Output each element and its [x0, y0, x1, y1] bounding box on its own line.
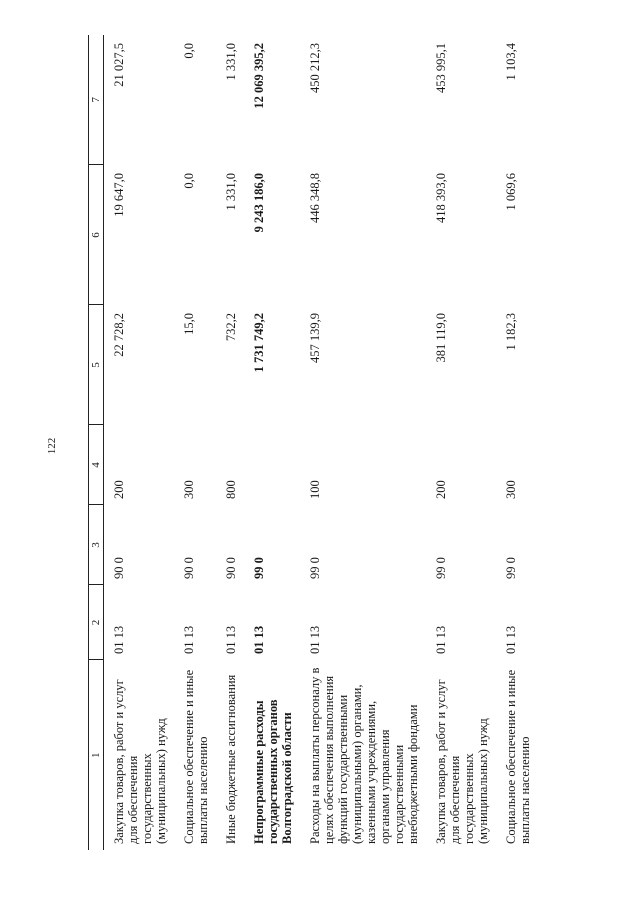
row-name: Расходы на выплаты персоналу в целях обеспечения выполнения функций государственными (муниципальными) органами, казенными учреждениями, органами управления государственными внебюджетными фондами — [308, 667, 420, 844]
row-program: 99 0 — [308, 557, 322, 579]
row-value-6: 9 243 186,0 — [252, 173, 266, 233]
row-value-7: 450 212,3 — [308, 43, 322, 93]
row-value-6: 1 069,6 — [504, 173, 518, 211]
row-value-7: 12 069 395,2 — [252, 43, 266, 109]
row-program: 90 0 — [112, 557, 126, 579]
page-number: 122 — [46, 437, 58, 455]
row-value-5: 1 182,3 — [504, 313, 518, 351]
row-type: 200 — [434, 480, 448, 499]
row-type: 100 — [308, 480, 322, 499]
row-program: 99 0 — [252, 557, 266, 579]
table-row — [426, 35, 496, 850]
row-program: 90 0 — [224, 557, 238, 579]
row-value-6: 0,0 — [182, 173, 196, 189]
budget-table — [88, 35, 538, 850]
row-value-7: 0,0 — [182, 43, 196, 59]
row-value-5: 22 728,2 — [112, 313, 126, 357]
table-row — [174, 35, 216, 850]
row-section: 01 13 — [434, 625, 448, 654]
row-value-5: 15,0 — [182, 313, 196, 335]
row-name: Закупка товаров, работ и услуг для обеспечения государственных (муниципальных) нужд — [434, 679, 490, 844]
row-name: Закупка товаров, работ и услуг для обеспечения государственных (муниципальных) нужд — [112, 679, 168, 844]
row-type — [244, 425, 300, 505]
row-section: 01 13 — [112, 625, 126, 654]
row-value-5: 1 731 749,2 — [252, 313, 266, 373]
row-name: Иные бюджетные ассигнования — [224, 674, 238, 844]
header-row — [89, 35, 104, 850]
table-row — [216, 35, 244, 850]
row-value-5: 381 119,0 — [434, 313, 448, 363]
row-value-6: 418 393,0 — [434, 173, 448, 223]
row-name: Социальное обеспечение и иные выплаты населению — [182, 669, 210, 844]
row-program: 99 0 — [434, 557, 448, 579]
row-name: Социальное обеспечение и иные выплаты населению — [504, 669, 532, 844]
row-section: 01 13 — [224, 625, 238, 654]
row-program: 99 0 — [504, 557, 518, 579]
header-col-7: 7 — [89, 35, 104, 165]
row-program: 90 0 — [182, 557, 196, 579]
header-col-2: 2 — [89, 585, 104, 660]
row-value-7: 21 027,5 — [112, 43, 126, 87]
row-type: 300 — [182, 480, 196, 499]
header-col-5: 5 — [89, 305, 104, 425]
row-section: 01 13 — [182, 625, 196, 654]
row-value-5: 457 139,9 — [308, 313, 322, 363]
row-value-6: 1 331,0 — [224, 173, 238, 211]
table-row — [300, 35, 426, 850]
header-col-6: 6 — [89, 165, 104, 305]
row-value-7: 453 995,1 — [434, 43, 448, 93]
row-section: 01 13 — [252, 625, 266, 654]
header-col-4: 4 — [89, 425, 104, 505]
row-value-6: 19 647,0 — [112, 173, 126, 217]
row-type: 200 — [112, 480, 126, 499]
table-row-subtotal — [244, 35, 300, 850]
row-section: 01 13 — [504, 625, 518, 654]
row-section: 01 13 — [308, 625, 322, 654]
row-value-7: 1 331,0 — [224, 43, 238, 81]
row-type: 300 — [504, 480, 518, 499]
table-row — [104, 35, 175, 850]
row-type: 800 — [224, 480, 238, 499]
table-row — [496, 35, 538, 850]
row-value-7: 1 103,4 — [504, 43, 518, 81]
row-value-5: 732,2 — [224, 313, 238, 342]
row-value-6: 446 348,8 — [308, 173, 322, 223]
header-col-1: 1 — [89, 660, 104, 850]
header-col-3: 3 — [89, 505, 104, 585]
row-name: Непрограммные расходы государственных органов Волгоградской области — [252, 699, 294, 844]
